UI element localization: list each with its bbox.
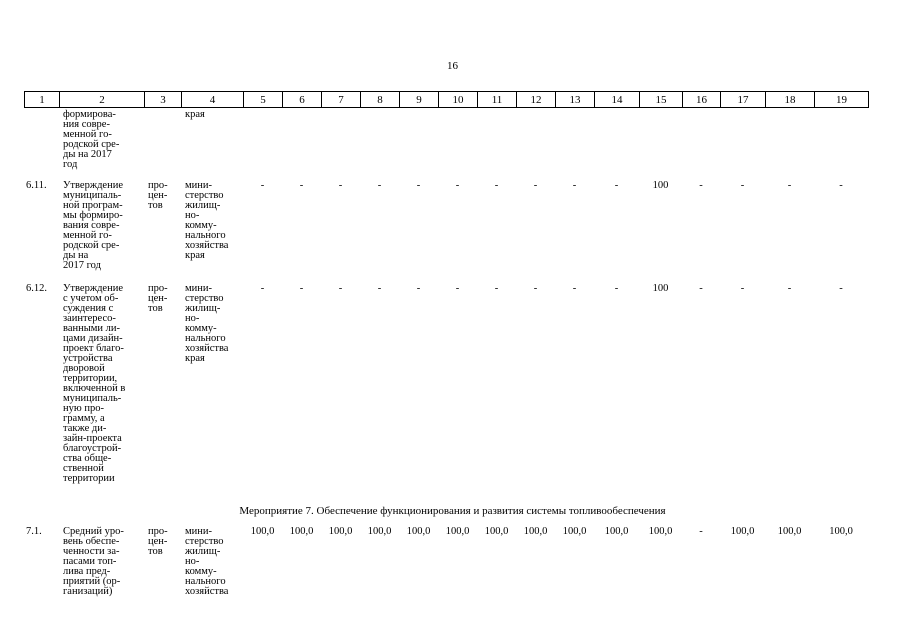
row-number: 6.12.	[26, 283, 47, 294]
header-cell: 10	[439, 92, 478, 108]
value-cell: -	[299, 283, 304, 294]
value-cell: -	[299, 180, 304, 191]
value-cell: 100,0	[406, 526, 431, 537]
value-cell: 100,0	[829, 526, 853, 537]
value-cell: -	[740, 180, 745, 191]
value-cell: -	[377, 180, 382, 191]
page-number: 16	[447, 60, 458, 72]
header-cell: 18	[766, 92, 815, 108]
value-cell: -	[455, 283, 460, 294]
header-cell: 5	[244, 92, 283, 108]
header-cell: 4	[182, 92, 244, 108]
value-cell: 100,0	[648, 526, 673, 537]
unit-cell: про- цен- тов	[148, 526, 168, 557]
value-cell: -	[377, 283, 382, 294]
header-cell: 15	[640, 92, 683, 108]
header-cell: 19	[815, 92, 869, 108]
header-cell: 12	[517, 92, 556, 108]
value-cell: 100,0	[289, 526, 314, 537]
section-heading: Мероприятие 7. Обеспечение функционирования и развития системы топливообеспечения	[239, 505, 666, 517]
value-cell: 100,0	[445, 526, 470, 537]
value-cell: 100	[652, 180, 669, 191]
value-cell: -	[614, 180, 619, 191]
unit-cell: про- цен- тов	[148, 283, 168, 314]
value-cell: -	[699, 180, 703, 191]
header-cell: 8	[361, 92, 400, 108]
header-cell: 2	[60, 92, 145, 108]
value-cell: -	[572, 283, 577, 294]
executor-cell: мини- стерство жилищ- но- комму- нального хозяйства	[185, 526, 229, 597]
indicator-name: Утверждение с учетом об- суждения с заинтересо- ванными ли- цами дизайн- проект благо- устройства дворовой территории, включенной в муниципаль- ную про- грамму, а также ди- зайн-проекта благоустрой- ства обще- ственной территории	[63, 283, 126, 484]
value-cell: -	[494, 283, 499, 294]
value-cell: 100,0	[250, 526, 275, 537]
header-cell: 7	[322, 92, 361, 108]
row-number: 7.1.	[26, 526, 42, 537]
value-cell: -	[839, 180, 843, 191]
value-cell: -	[416, 283, 421, 294]
value-cell: -	[740, 283, 745, 294]
value-cell: -	[260, 180, 265, 191]
value-cell: -	[787, 180, 792, 191]
value-cell: 100,0	[328, 526, 353, 537]
value-cell: 100,0	[730, 526, 755, 537]
executor-cell: мини- стерство жилищ- но- комму- нального хозяйства края	[185, 180, 229, 261]
header-cell: 6	[283, 92, 322, 108]
value-cell: -	[572, 180, 577, 191]
cont-row-executor: края	[185, 109, 205, 120]
value-cell: -	[533, 283, 538, 294]
value-cell: -	[260, 283, 265, 294]
row-number: 6.11.	[26, 180, 47, 191]
header-cell: 13	[556, 92, 595, 108]
value-cell: 100,0	[484, 526, 509, 537]
executor-cell: мини- стерство жилищ- но- комму- нального хозяйства края	[185, 283, 229, 364]
value-cell: 100,0	[562, 526, 587, 537]
value-cell: -	[494, 180, 499, 191]
value-cell: 100,0	[367, 526, 392, 537]
header-cell: 3	[145, 92, 182, 108]
value-cell: -	[839, 283, 843, 294]
value-cell: -	[455, 180, 460, 191]
value-cell: -	[614, 283, 619, 294]
indicator-name: Средний уро- вень обеспе- ченности за- пасами топ- лива пред- приятий (ор- ганизаций)	[63, 526, 124, 597]
indicator-name: Утверждение муниципаль- ной програм- мы формиро- вания совре- менной го- родской сре- ды на 2017 год	[63, 180, 123, 271]
value-cell: 100	[652, 283, 669, 294]
header-cell: 17	[721, 92, 766, 108]
value-cell: 100,0	[604, 526, 629, 537]
unit-cell: про- цен- тов	[148, 180, 168, 211]
value-cell: 100,0	[777, 526, 802, 537]
value-cell: -	[699, 526, 703, 537]
value-cell: -	[338, 180, 343, 191]
value-cell: -	[787, 283, 792, 294]
value-cell: -	[338, 283, 343, 294]
value-cell: 100,0	[523, 526, 548, 537]
value-cell: -	[699, 283, 703, 294]
header-cell: 11	[478, 92, 517, 108]
column-header-row	[24, 91, 869, 108]
value-cell: -	[533, 180, 538, 191]
header-cell: 14	[595, 92, 640, 108]
header-cell: 16	[683, 92, 721, 108]
header-cell: 9	[400, 92, 439, 108]
header-cell: 1	[25, 92, 60, 108]
cont-row-name: формирова- ния совре- менной го- родской сре- ды на 2017 год	[63, 109, 120, 170]
value-cell: -	[416, 180, 421, 191]
